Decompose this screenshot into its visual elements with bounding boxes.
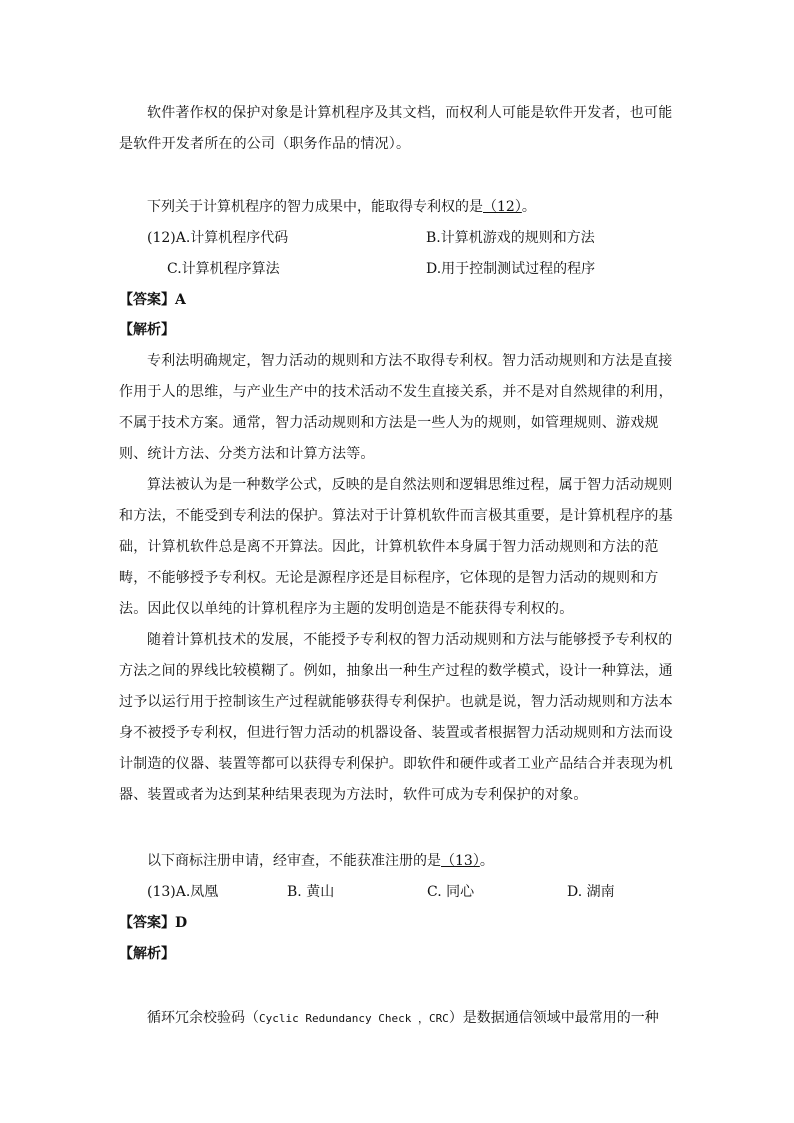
question-13-end: 。	[479, 853, 494, 869]
question-12-blank: （12）	[483, 199, 522, 215]
answer-label: 【答案】	[119, 292, 175, 308]
question-12-option-d: D.用于控制测试过程的程序	[426, 261, 596, 277]
crc-text-start: 循环冗余校验码（	[147, 1010, 259, 1026]
answer-value: D	[175, 915, 188, 931]
question-13-stem	[147, 851, 494, 871]
question-13-blank: （13）	[441, 853, 480, 869]
question-12-answer	[119, 290, 186, 310]
crc-paragraph	[147, 1008, 659, 1029]
question-13-text: 以下商标注册申请，经审查，不能获准注册的是	[147, 853, 441, 869]
question-12-option-a: (12)A.计算机程序代码	[147, 230, 289, 246]
answer-label: 【答案】	[119, 915, 175, 931]
question-12-option-c: C.计算机程序算法	[167, 261, 280, 277]
question-13-option-c: C. 同心	[427, 884, 475, 900]
question-13-answer	[119, 913, 187, 933]
intro-paragraph: 软件著作权的保护对象是计算机程序及其文档，而权利人可能是软件开发者，也可能是软件开发者所在的公司（职务作品的情况）。	[119, 105, 673, 152]
question-13-option-a: (13)A.凤凰	[147, 884, 219, 900]
question-12-end: 。	[521, 199, 536, 215]
question-12-analysis-label: 【解析】	[119, 322, 175, 338]
question-13-option-b: B. 黄山	[287, 884, 335, 900]
question-12-stem	[147, 197, 536, 217]
question-12-option-b: B.计算机游戏的规则和方法	[426, 230, 595, 246]
analysis-paragraph-3: 随着计算机技术的发展，不能授予专利权的智力活动规则和方法与能够授予专利权的方法之间的界线比较模糊了。例如，抽象出一种生产过程的数学模式，设计一种算法，通过予以运行用于控制该生产过程就能够获得专利保护。也就是说，智力活动规则和方法本身不被授予专利权，但进行智力活动的机器设备、装置或者根据智力活动规则和方法而设计制造的仪器、装置等都可以获得专利保护。即软件和硬件或者工业产品结合并表现为机器、装置或者为达到某种结果表现为方法时，软件可成为专利保护的对象。	[119, 632, 673, 803]
question-13-analysis-label: 【解析】	[119, 946, 175, 962]
analysis-paragraph-2: 算法被认为是一种数学公式，反映的是自然法则和逻辑思维过程，属于智力活动规则和方法，不能受到专利法的保护。算法对于计算机软件而言极其重要，是计算机程序的基础，计算机软件总是离不开算法。因此，计算机软件本身属于智力活动规则和方法的范畴，不能够授予专利权。无论是源程序还是目标程序，它体现的是智力活动的规则和方法。因此仅以单纯的计算机程序为主题的发明创造是不能获得专利权的。	[119, 477, 673, 617]
question-12-text: 下列关于计算机程序的智力成果中，能取得专利权的是	[147, 199, 483, 215]
analysis-paragraph-1: 专利法明确规定，智力活动的规则和方法不取得专利权。智力活动规则和方法是直接作用于人的思维，与产业生产中的技术活动不发生直接关系，并不是对自然规律的利用，不属于技术方案。通常，智力活动规则和方法是一些人为的规则，如管理规则、游戏规则、统计方法、分类方法和计算方法等。	[119, 353, 673, 462]
question-13-option-d: D. 湖南	[567, 884, 615, 900]
answer-value: A	[175, 292, 186, 308]
crc-english-term: Cyclic Redundancy Check ，CRC	[259, 1012, 449, 1025]
crc-text-end: ）是数据通信领域中最常用的一种	[448, 1010, 659, 1026]
